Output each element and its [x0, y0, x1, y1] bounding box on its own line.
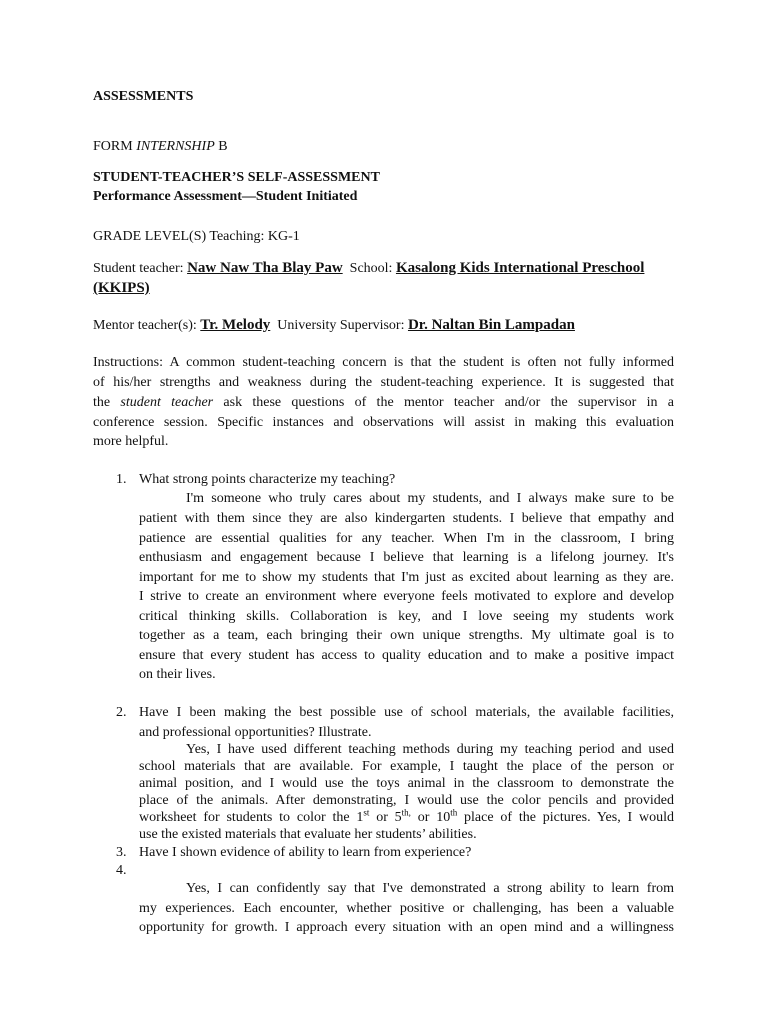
instructions-line-4: conference session. Specific instances and observations will assist in making this evaluation — [93, 415, 674, 430]
q1-answer-l2: patient with them since they are also kindergarten students. I believe that empathy and — [139, 511, 674, 526]
q1-answer-l4: enthusiasm and engagement because I believe that learning is a lifelong journey. It's — [139, 550, 674, 565]
form-suffix: B — [218, 139, 228, 154]
q1-number: 1. — [116, 472, 127, 487]
form-prefix: FORM — [93, 139, 133, 154]
supervisor-name: Dr. Naltan Bin Lampadan — [407, 317, 575, 333]
q3-question: Have I shown evidence of ability to learn from experience? — [139, 845, 472, 860]
q4-answer-l3: opportunity for growth. I approach every situation with an open mind and a willingness — [139, 920, 674, 935]
q1-answer-l7: critical thinking skills. Collaboration is key, and I love seeing my students work — [139, 609, 674, 624]
student-teacher-label: Student teacher: — [93, 261, 184, 276]
q1-answer-l9: ensure that every student has access to quality education and to make a positive impact — [139, 648, 674, 663]
self-assessment-title: STUDENT-TEACHER’S SELF-ASSESSMENT — [93, 170, 380, 185]
mentor-line — [93, 315, 575, 336]
q1-answer-l10: on their lives. — [139, 667, 216, 682]
q1-answer-l5: important for me to show my students that I'm just as excited about learning as they are. — [139, 570, 674, 585]
q2-answer-l2: school materials that are available. For example, I taught the place of the person or — [139, 759, 674, 774]
q2-question-l1: Have I been making the best possible use of school materials, the available facilities, — [139, 705, 674, 720]
q2-answer-l3: animal position, and I would use the toys animal in the classroom to demonstrate the — [139, 776, 674, 791]
school-name-2: (KKIPS) — [93, 280, 150, 296]
grade-level: GRADE LEVEL(S) Teaching: KG-1 — [93, 229, 300, 244]
q3-number: 3. — [116, 845, 127, 860]
q1-answer-l1: I'm someone who truly cares about my students, and I always make sure to be — [186, 491, 674, 506]
heading-assessments: ASSESSMENTS — [93, 89, 194, 104]
q2-answer-l4: place of the animals. After demonstrating, I would use the color pencils and provided — [139, 793, 674, 808]
student-teacher-name: Naw Naw Tha Blay Paw — [187, 260, 343, 276]
supervisor-label: University Supervisor: — [277, 318, 405, 333]
q2-answer-l6: use the existed materials that evaluate her students’ abilities. — [139, 827, 477, 842]
form-italic: INTERNSHIP — [136, 139, 215, 154]
q2-question-l2: and professional opportunities? Illustrate. — [139, 725, 372, 740]
q4-answer-l1: Yes, I can confidently say that I've demonstrated a strong ability to learn from — [186, 881, 674, 896]
q2-answer-l1: Yes, I have used different teaching methods during my teaching period and used — [186, 742, 674, 757]
q1-answer-l3: patience are essential qualities for any teacher. When I'm in the classroom, I bring — [139, 531, 674, 546]
form-title — [93, 137, 228, 157]
q1-question: What strong points characterize my teaching? — [139, 472, 396, 487]
q1-answer-l6: I strive to create an environment where everyone feels motivated to explore and develop — [139, 589, 674, 604]
q2-answer-l5: worksheet for students to color the 1st or $5^{th,}$ or 10th place of the pictures. Yes, I would — [139, 807, 674, 825]
instructions-line-5: more helpful. — [93, 434, 169, 449]
q4-number: 4. — [116, 863, 127, 878]
instructions-line-1: Instructions: A common student-teaching concern is that the student is often not fully informed — [93, 355, 674, 370]
school-name-1: Kasalong Kids International Preschool — [395, 260, 645, 276]
q4-answer-l2: my experiences. Each encounter, whether positive or challenging, has been a valuable — [139, 901, 674, 916]
student-teacher-line — [93, 258, 644, 279]
q1-answer-l8: together as a team, each bringing their own unique strengths. My ultimate goal is to — [139, 628, 674, 643]
mentor-label: Mentor teacher(s): — [93, 318, 197, 333]
instructions-line-3: the student teacher ask these questions of the mentor teacher and/or the supervisor in a — [93, 395, 675, 410]
school-label: School: — [349, 261, 393, 276]
mentor-name: Tr. Melody — [200, 317, 271, 333]
subtitle: Performance Assessment—Student Initiated — [93, 189, 358, 204]
q2-number: 2. — [116, 705, 127, 720]
instructions-line-2: of his/her strengths and weakness during the student-teaching experience. It is suggested that — [93, 375, 674, 390]
